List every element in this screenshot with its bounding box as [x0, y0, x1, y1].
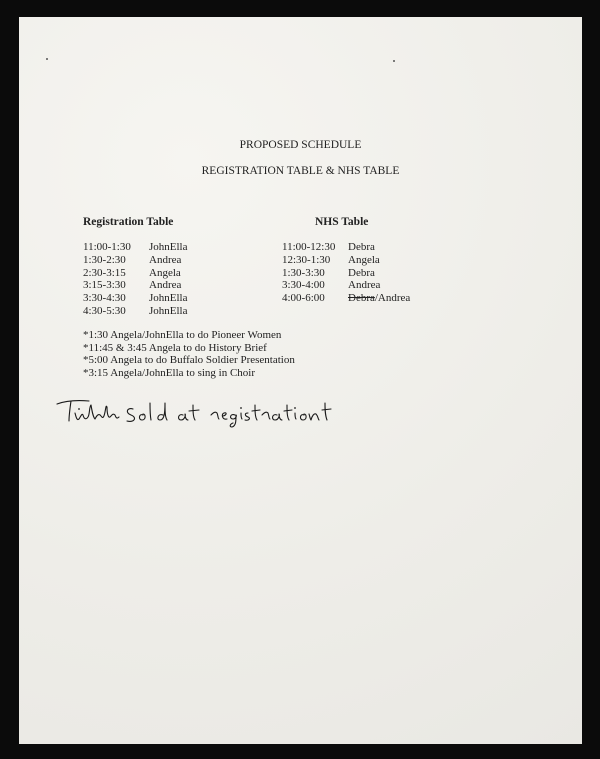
name-cell: JohnElla [149, 292, 188, 304]
table-row [282, 254, 482, 267]
struck-name: Debra [348, 292, 375, 304]
schedule-note: *5:00 Angela to do Buffalo Soldier Presentation [83, 354, 295, 366]
time-cell: 4:30-5:30 [83, 305, 126, 317]
paper-speck [46, 58, 48, 60]
time-cell: 11:00-12:30 [282, 241, 336, 253]
schedule-note: *1:30 Angela/JohnElla to do Pioneer Women [83, 329, 282, 341]
time-cell: 3:30-4:00 [282, 279, 325, 291]
table-row [282, 241, 482, 254]
schedule-note: *3:15 Angela/JohnElla to sing in Choir [83, 367, 256, 379]
document-page [19, 17, 582, 744]
name-cell: Angela [149, 267, 181, 279]
document-title: PROPOSED SCHEDULE [239, 139, 362, 151]
nhs-table-heading: NHS Table [315, 216, 369, 228]
name-cell: JohnElla [149, 305, 188, 317]
time-cell: 4:00-6:00 [282, 292, 325, 304]
time-cell: 3:30-4:30 [83, 292, 126, 304]
time-cell: 2:30-3:15 [83, 267, 126, 279]
table-row [83, 254, 283, 267]
time-cell: 3:15-3:30 [83, 279, 126, 291]
name-cell: Debra [348, 267, 375, 279]
handwriting-dots [78, 407, 296, 410]
name-cell: Andrea [149, 254, 182, 266]
name-cell-container [348, 292, 410, 304]
handwritten-note [55, 395, 335, 429]
time-cell: 11:00-1:30 [83, 241, 131, 253]
name-cell: Andrea [348, 279, 381, 291]
name-cell: JohnElla [149, 241, 188, 253]
table-row [83, 279, 283, 292]
name-cell: Andrea [149, 279, 182, 291]
registration-table-heading: Registration Table [83, 216, 174, 228]
name-cell: Debra [348, 241, 375, 253]
table-row [83, 292, 283, 305]
name-cell: Angela [348, 254, 380, 266]
handwriting-drawing [55, 395, 335, 429]
paper-speck [393, 60, 395, 62]
table-row [83, 241, 283, 254]
time-cell: 12:30-1:30 [282, 254, 331, 266]
time-cell: 1:30-2:30 [83, 254, 126, 266]
table-row [282, 279, 482, 292]
table-row [282, 292, 482, 305]
time-cell: 1:30-3:30 [282, 267, 325, 279]
table-row [83, 305, 283, 318]
schedule-note: *11:45 & 3:45 Angela to do History Brief [83, 342, 267, 354]
name-cell: /Andrea [374, 292, 411, 304]
document-subtitle: REGISTRATION TABLE & NHS TABLE [201, 165, 400, 177]
